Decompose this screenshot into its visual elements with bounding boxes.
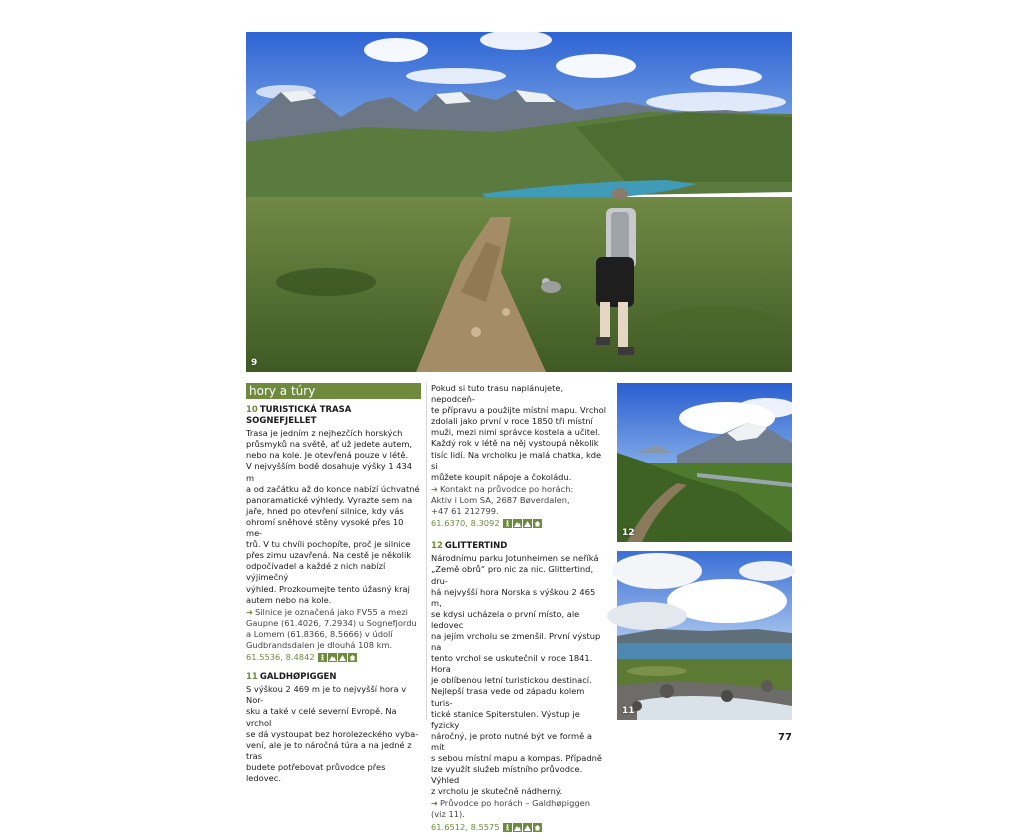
valley-photo-graphic <box>617 383 792 542</box>
arrow-right-icon: ➜ <box>431 483 438 494</box>
entry-10-info <box>246 607 421 651</box>
body-line: zdolali jako první v roce 1850 tři místní <box>431 416 593 427</box>
entry-12-info <box>431 798 607 820</box>
body-line: se kdysi ucházela o první místo, ale ledovec <box>431 608 580 630</box>
body-line: tento vrchol se uskutečnil v roce 1841. Hora <box>431 653 593 675</box>
entry-11-coords <box>431 518 607 529</box>
body-line: tické stanice Spiterstulen. Výstup je fyzicky <box>431 708 580 730</box>
arrow-right-icon: ➜ <box>431 798 438 809</box>
activity-icons <box>318 653 357 662</box>
mountain-icon <box>513 823 522 832</box>
info-line: +47 61 212799. <box>431 506 499 517</box>
body-line: sku a také v celé severní Evropě. Na vrchol <box>246 706 397 728</box>
river-photo-graphic <box>617 551 792 720</box>
mountain-icon <box>328 653 337 662</box>
info-line: a Lomem (61.8366, 8.5666) v údolí <box>246 628 393 639</box>
body-line: trů. V tu chvíli pochopíte, proč je silnice <box>246 539 411 550</box>
hiker-icon <box>503 823 512 832</box>
body-line: „Země obrů“ pro nic za nic. Glittertind, dru- <box>431 564 594 586</box>
body-line: a od začátku až do konce nabízí úchvatné <box>246 483 420 494</box>
entry-10-title <box>246 405 421 427</box>
entry-11-continuation <box>431 383 607 483</box>
info-line: Aktiv i Lom SA, 2687 Bøverdalen, <box>431 494 570 505</box>
body-line: z vrcholu je skutečně nádherný. <box>431 786 563 797</box>
entry-11-info <box>431 484 607 517</box>
body-line: přes zimu uzavřená. Na cestě je několik <box>246 550 412 561</box>
body-line: budete potřebovat průvodce přes ledovec. <box>246 761 386 783</box>
mountain-icon <box>513 519 522 528</box>
coords-text: 61.6512, 8.5575 <box>431 821 500 832</box>
page-number: 77 <box>778 732 792 743</box>
photo-number-bottom-right: 11 <box>622 706 635 716</box>
entry-10-number: 10 <box>246 405 258 415</box>
body-line: nebo na kole. Je otevřená pouze v létě. <box>246 450 409 461</box>
body-line: panoramatické výhledy. Vyrazte sem na <box>246 494 413 505</box>
info-line: Gudbrandsdalen je dlouhá 108 km. <box>246 639 393 650</box>
body-line: odpočívadel a každé z nich nabízí výjimečný <box>246 561 386 583</box>
photo-number-top-right: 12 <box>622 528 635 538</box>
entry-12-number: 12 <box>431 541 443 552</box>
entry-11-body <box>246 684 421 784</box>
main-photo-graphic <box>246 32 792 372</box>
body-line: Národnímu parku Jotunheimen se neříká <box>431 553 599 564</box>
entry-10-body <box>246 428 421 606</box>
body-line: se dá vystoupat bez horolezeckého vyba- <box>246 728 419 739</box>
body-line: můžete koupit nápoje a čokoládu. <box>431 471 572 482</box>
body-line: na jejím vrcholu se zmenšil. První výstup na <box>431 630 601 653</box>
arrow-right-icon: ➜ <box>246 606 253 617</box>
coords-text: 61.5536, 8.4842 <box>246 652 315 663</box>
entry-12-coords <box>431 822 607 833</box>
summit-icon <box>338 653 347 662</box>
activity-icons <box>503 823 542 832</box>
coords-text: 61.6370, 8.3092 <box>431 518 500 529</box>
body-line: te přípravu a použijte místní mapu. Vrchol <box>431 405 607 416</box>
entry-11-number: 11 <box>246 672 258 683</box>
info-line: Gaupne (61.4026, 7.2934) u Sognefjordu <box>246 617 417 628</box>
body-line: S výškou 2 469 m je to nejvyšší hora v Nor- <box>246 684 407 706</box>
body-line: Trasa je jedním z nejhezčích horských <box>246 428 403 439</box>
body-line: je oblíbenou letní turistickou destinací. <box>431 675 592 686</box>
body-line: jaře, hned po otevření silnice, kdy vás <box>246 505 404 516</box>
info-line: Silnice je označená jako FV55 a mezi <box>254 606 408 617</box>
entry-10-title-text: TURISTICKÁ TRASA SOGNEFJELLET <box>246 405 352 427</box>
body-line: lze využít služeb místního průvodce. Výhled <box>431 764 583 786</box>
photo-galdhopiggen-river <box>617 551 792 720</box>
body-line: muži, mezi nimi správce kostela a učitel. <box>431 427 601 438</box>
hut-icon <box>533 823 542 832</box>
hiker-icon <box>318 653 327 662</box>
photo-number-main: 9 <box>251 358 258 368</box>
body-line: Každý rok v létě na něj vystoupá několik <box>431 438 599 449</box>
body-line: V nejvyšším bodě dosahuje výšky 1 434 m <box>246 461 413 483</box>
activity-icons <box>503 519 542 528</box>
body-line: s sebou místní mapu a kompas. Případně <box>431 753 603 763</box>
entry-11-title-text: GALDHØPIGGEN <box>259 672 337 683</box>
body-line: náročný, je proto nutné být ve formě a mít <box>431 730 592 752</box>
body-line: výhled. Prozkoumejte tento úžasný kraj <box>246 583 410 594</box>
column-divider <box>426 383 427 720</box>
hut-icon <box>348 653 357 662</box>
body-line: autem nebo na kole. <box>246 594 332 605</box>
text-column-middle <box>431 383 607 833</box>
hut-icon <box>533 519 542 528</box>
entry-12-title <box>431 541 607 552</box>
info-line: (viz 11). <box>431 809 465 820</box>
section-header: hory a túry <box>246 383 421 399</box>
body-line: tisíc lidí. Na vrcholku je malá chatka, kde si <box>431 449 602 471</box>
body-line: Nejlepší trasa vede od západu kolem turis- <box>431 686 585 708</box>
photo-glittertind-valley <box>617 383 792 542</box>
body-line: ohromí sněhové stěny vysoké přes 10 me- <box>246 516 404 539</box>
info-line: Průvodce po horách – Galdhøpiggen <box>439 798 590 809</box>
text-column-left <box>246 383 421 784</box>
info-line: Kontakt na průvodce po horách: <box>439 483 574 494</box>
hiker-icon <box>503 519 512 528</box>
body-line: vení, ale je to náročná túra a na jedné z tras <box>246 739 412 761</box>
body-line: průsmyků na světě, ať už jedete autem, <box>246 439 413 450</box>
main-photo-mountain-trail <box>246 32 792 372</box>
entry-11-title <box>246 672 421 683</box>
entry-10-coords <box>246 652 421 663</box>
entry-12-body <box>431 553 607 797</box>
body-line: há nejvyšší hora Norska s výškou 2 465 m, <box>431 586 596 608</box>
entry-12-title-text: GLITTERTIND <box>444 541 508 552</box>
body-line: Pokud si tuto trasu naplánujete, nepodceň- <box>431 383 564 405</box>
summit-icon <box>523 519 532 528</box>
summit-icon <box>523 823 532 832</box>
